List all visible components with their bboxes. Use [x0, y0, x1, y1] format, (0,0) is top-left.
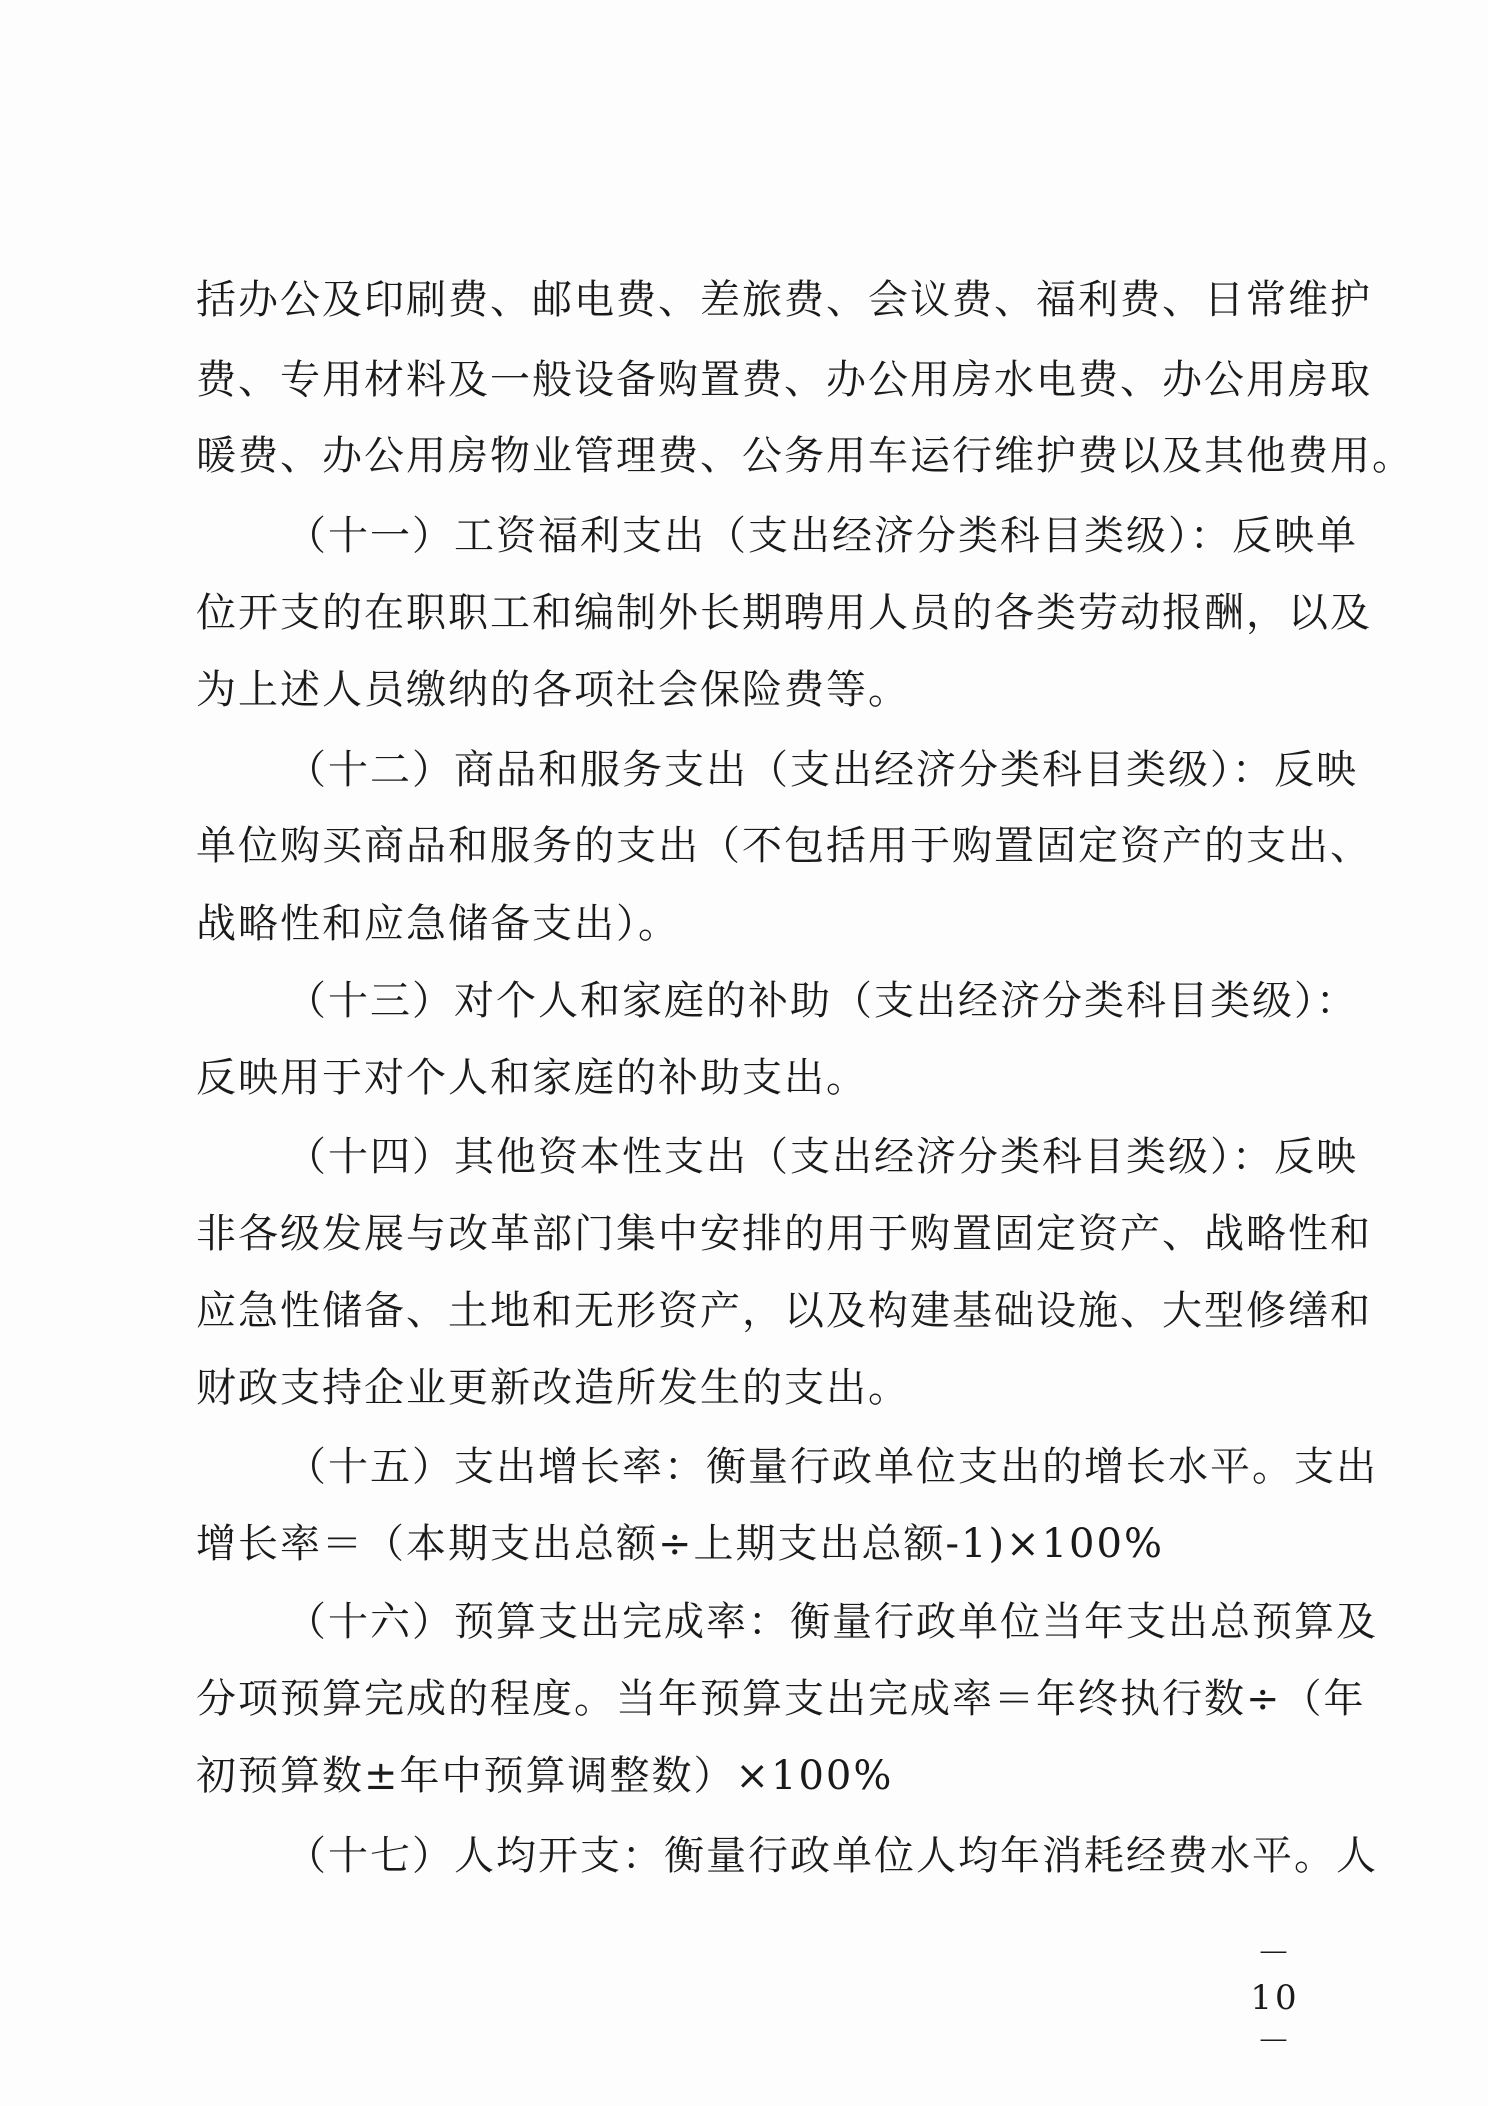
text-line: 位开支的在职职工和编制外长期聘用人员的各类劳动报酬，以及: [196, 590, 1372, 636]
text-line: 单位购买商品和服务的支出（不包括用于购置固定资产的支出、: [196, 823, 1372, 869]
paragraph-heading-13: （十三）对个人和家庭的补助（支出经济分类科目类级）：: [286, 978, 1358, 1024]
text-line: 反映用于对个人和家庭的补助支出。: [196, 1055, 868, 1101]
paragraph-heading-17: （十七）人均开支：衡量行政单位人均年消耗经费水平。人: [286, 1833, 1378, 1879]
text-line: 括办公及印刷费、邮电费、差旅费、会议费、福利费、日常维护: [196, 277, 1372, 323]
paragraph-heading-12: （十二）商品和服务支出（支出经济分类科目类级）：反映: [286, 747, 1358, 793]
text-line: 战略性和应急储备支出）。: [196, 901, 680, 947]
text-line: 财政支持企业更新改造所发生的支出。: [196, 1365, 910, 1411]
paragraph-heading-15: （十五）支出增长率：衡量行政单位支出的增长水平。支出: [286, 1444, 1378, 1490]
text-line: 暖费、办公用房物业管理费、公务用车运行维护费以及其他费用。: [196, 433, 1414, 479]
text-line: 非各级发展与改革部门集中安排的用于购置固定资产、战略性和: [196, 1211, 1372, 1257]
text-line: 费、专用材料及一般设备购置费、办公用房水电费、办公用房取: [196, 357, 1372, 403]
text-line: 应急性储备、土地和无形资产，以及构建基础设施、大型修缮和: [196, 1288, 1372, 1334]
paragraph-heading-16: （十六）预算支出完成率：衡量行政单位当年支出总预算及: [286, 1599, 1378, 1645]
formula-line: 初预算数±年中预算调整数）×100%: [196, 1753, 894, 1799]
formula-line: 增长率＝（本期支出总额÷上期支出总额-1)×100%: [196, 1521, 1164, 1567]
text-line: 为上述人员缴纳的各项社会保险费等。: [196, 667, 910, 713]
page-number: － 10 －: [1250, 1934, 1300, 2062]
paragraph-heading-14: （十四）其他资本性支出（支出经济分类科目类级）：反映: [286, 1134, 1358, 1180]
paragraph-heading-11: （十一）工资福利支出（支出经济分类科目类级）：反映单: [286, 513, 1358, 559]
text-line: 分项预算完成的程度。当年预算支出完成率＝年终执行数÷（年: [196, 1676, 1366, 1722]
